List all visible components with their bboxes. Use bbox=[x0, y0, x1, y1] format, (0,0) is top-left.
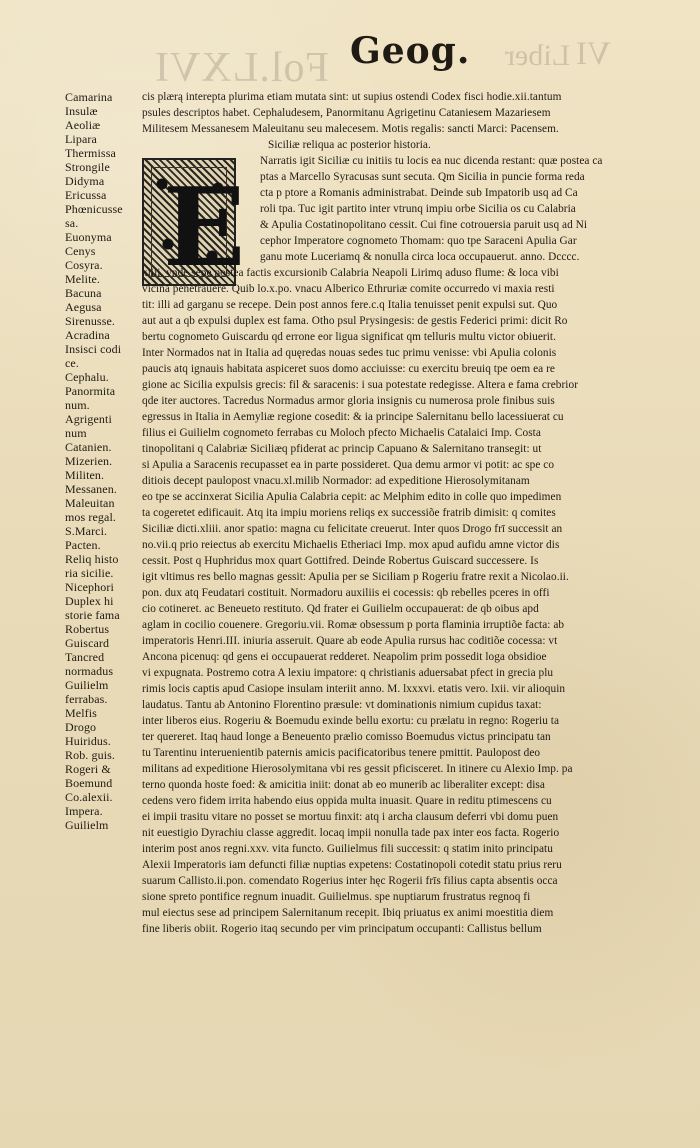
margin-note: mos regal. bbox=[65, 510, 116, 524]
text-line: ptas a Marcello Syracusas sunt secuta. Qm Sicilia in puncie forma reda bbox=[260, 171, 585, 183]
margin-note: Guilielm bbox=[65, 678, 109, 692]
text-line: cta p ptore a Romanis administrabat. Deinde sub Impatorib usq ad Ca bbox=[260, 187, 578, 199]
text-line: tinopolitani q Calabriæ Siciliæq pfiderat ac princip Capuano & Salernitano transegit: ut bbox=[142, 443, 542, 455]
text-line: militans ad expeditione Hierosolymitana vbi res gessit pficisceret. In itinere cu Alexio Imp. pa bbox=[142, 763, 573, 775]
margin-note: Strongile bbox=[65, 160, 110, 174]
margin-note: Panormita bbox=[65, 384, 116, 398]
text-line: terno quonda hoste foed: & amicitia iniit: donat ab eo munerib ac liberaliter except: disa bbox=[142, 779, 545, 791]
text-line: Siciliæ dicti.xliii. anor spatio: magna cu felicitate creuerut. Inter quos Drogo frī successit an bbox=[142, 523, 563, 535]
text-line: cephor Imperatore cognometo Thomam: quo tpe Saraceni Apulia Gar bbox=[260, 235, 577, 247]
margin-note: Pacten. bbox=[65, 538, 101, 552]
text-line: cedens vero fidem irrita habendo eius oppida multa inuasit. Quare in reditu ptimescens cu bbox=[142, 795, 552, 807]
text-line: cio cotineret. ac Beneueto restituto. Qd frater ei Guilielm occupauerat: de qb oibus apd bbox=[142, 603, 539, 615]
text-line: tit: illi ad garganu se recepe. Dein post annos fere.c.q Italia tenuisset penit expulsi sut. Quo bbox=[142, 299, 558, 311]
text-line: tu Tarentinu interuenientib paternis amicis pacificatoribus tenere pmittit. Paulopost deo bbox=[142, 747, 541, 759]
margin-note: Ericussa bbox=[65, 188, 107, 202]
margin-note: Impera. bbox=[65, 804, 103, 818]
text-line: vi expugnata. Postremo cotra A lexiu impatore: q christianis aduersabat pfect in grecia plu bbox=[142, 667, 554, 679]
text-line: paucis atq ignauis habitata aspiceret suos domo acciuisse: cu exercitu breuiq tpe oem ea re bbox=[142, 363, 555, 375]
margin-note: Huiridus. bbox=[65, 734, 111, 748]
margin-note: Cenys bbox=[65, 244, 96, 258]
margin-note: Drogo bbox=[65, 720, 97, 734]
margin-note: ria sicilie. bbox=[65, 566, 114, 580]
bleed-through-folio: Fol.LXVI bbox=[154, 45, 329, 91]
text-line: Militesem Messanesem Maleuitanu seu malecesem. Motis regalis: sancti Marci: Pacensem. bbox=[142, 123, 559, 135]
margin-note: Co.alexii. bbox=[65, 790, 113, 804]
text-line: cis plærą interepta plurima etiam mutata sint: ut supius ostendi Codex fisci hodie.xii.tantum bbox=[142, 91, 562, 103]
text-line: suarum Callisto.ii.pon. comendato Rogerius inter hęc Rogerii frīs filius capta absentis occa bbox=[142, 875, 558, 887]
text-line: cessit. Post q Huphridus mox quart Gottifred. Deinde Robertus Guiscard successere. Is bbox=[142, 555, 539, 567]
text-line: inter liberos eius. Rogeriu & Boemudu exinde bellu exortu: cu prælatu in regno: Rogeriu ta bbox=[142, 715, 560, 727]
margin-note: Aegusa bbox=[65, 300, 102, 314]
text-line: si Apulia a Saracenis recupasset ea in parte possideret. Qua demu armor vi potit: ac spe co bbox=[142, 459, 555, 471]
text-line: rimis locis captis apud Casiope insulam interiit anno. M. lxxxvi. etatis vero. lxii. vir alioquin bbox=[142, 683, 566, 695]
text-line: Narratis igit Siciliæ cu initiis tu locis ea nuc dicenda restant: quæ postea ca bbox=[260, 155, 603, 167]
text-line: ditiois decept paulopost vnacu.xl.milib Normador: ad expeditione Hierosolymitanam bbox=[142, 475, 530, 487]
text-line: ganu mote Luceriamq & nonulla circa loca occupauerut. anno. Dcccc. bbox=[260, 251, 580, 263]
text-line: ter quereret. Itaq haud longe a Beneuento prælio comisso Boemudus victus principatu tan bbox=[142, 731, 551, 743]
margin-note: Phœnicusse bbox=[65, 202, 123, 216]
text-line: eo tpe se accinxerat Sicilia Apulia Calabria cepit: ac Melphim edito in colle quo impedimen bbox=[142, 491, 562, 503]
text-line: gione ac Sicilia expulsis grecis: fil & saracenis: i sua potestate redegisse. Altera e fama crebrior bbox=[142, 379, 579, 391]
text-line: pon. dux atq Feudatari costituit. Normadoru auxiliis ei cocessis: qb rebelles pceres in offi bbox=[142, 587, 550, 599]
margin-note: Agrigenti bbox=[65, 412, 112, 426]
margin-note: Militen. bbox=[65, 468, 105, 482]
text-line: laudatus. Tantu ab Antonino Florentino præsule: vt dominationis nimium cupidus taxat: bbox=[142, 699, 542, 711]
margin-note: Robertus bbox=[65, 622, 110, 636]
text-line: ei impii trasitu vitare no posset se mortuu finxit: atq i archa clausum deferri vbi domu puen bbox=[142, 811, 559, 823]
margin-notes bbox=[65, 90, 133, 832]
text-line: aut aut a qb expulsi duplex est fama. Otho psul Prysingesis: de gestis Federici primi: dicit Ro bbox=[142, 315, 568, 327]
text-line: Ancona picenuq: qd gens ei occupauerat redderet. Neapolim prim possedit loga obsidioe bbox=[142, 651, 547, 663]
text-line: vicina penetrauere. Quib lo.x.po. vnacu Alberico Ethruriæ comite occurredo vi maxia resti bbox=[142, 283, 555, 295]
decorative-initial-letter: E bbox=[163, 165, 246, 291]
margin-note: Nicephori bbox=[65, 580, 114, 594]
margin-note: Maleuitan bbox=[65, 496, 115, 510]
margin-note: Messanen. bbox=[65, 482, 117, 496]
text-line: ta cogeretet edificauit. Atq ita impiu moriens reliqs ex successiõe fratrib dimisit: q comites bbox=[142, 507, 556, 519]
margin-note: ce. bbox=[65, 356, 79, 370]
text-line: & Apulia Costatinopolitano cessit. Cui fine cotrouersia paruit usq ad Ni bbox=[260, 219, 588, 231]
margin-note: Boemund bbox=[65, 776, 113, 790]
text-line: imperatoris Henri.III. iniuria asseruit. Quare ab eode Apulia rursus hac coditiõe cocessa: vt bbox=[142, 635, 558, 647]
text-line: roli tpa. Tuc igit partito inter vtrunq impiu orbe Sicilia os cu Calabria bbox=[260, 203, 576, 215]
section-heading: Siciliæ reliqua ac posterior historia. bbox=[268, 139, 431, 151]
margin-note: Cephalu. bbox=[65, 370, 109, 384]
margin-note: Reliq histo bbox=[65, 552, 119, 566]
text-line: bertu cognometo Guiscardu qd errone eor ligua significat qm telluris multu victor obiuerit. bbox=[142, 331, 556, 343]
margin-note: Rogeri & bbox=[65, 762, 111, 776]
margin-note: Acradina bbox=[65, 328, 110, 342]
margin-note: Lipara bbox=[65, 132, 97, 146]
margin-note: Aeoliæ bbox=[65, 118, 101, 132]
text-line: xiiii. vnde sepe postea factis excursionib Calabria Neapoli Lirimq aduso flume: & loca vibi bbox=[142, 267, 559, 279]
margin-note: num. bbox=[65, 398, 90, 412]
margin-note: Guilielm bbox=[65, 818, 109, 832]
margin-note: Euonyma bbox=[65, 230, 112, 244]
margin-note: sa. bbox=[65, 216, 79, 230]
text-line: aglam in cocilio couenere. Gregoriu.vii. Romæ obsessum p porta flaminia irruptiõe facta: ab bbox=[142, 619, 565, 631]
margin-note: Cosyra. bbox=[65, 258, 103, 272]
text-line: Inter Normados nat in Italia ad quęredas nouas sedes tuc primu venisse: vbi Apulia colonis bbox=[142, 347, 557, 359]
margin-note: Sirenusse. bbox=[65, 314, 115, 328]
margin-note: normadus bbox=[65, 664, 114, 678]
text-line: Alexii Imperatoris iam defuncti filiæ nuptias expetens: Costatinopoli cotedit statu prius reru bbox=[142, 859, 562, 871]
margin-note: Rob. guis. bbox=[65, 748, 116, 762]
text-line: no.vii.q prio reiectus ab exercitu Michaelis Etheriaci Imp. mox apud aufidu amne victor dis bbox=[142, 539, 560, 551]
margin-note: Melfis bbox=[65, 706, 97, 720]
margin-note: Didyma bbox=[65, 174, 105, 188]
text-line: egressus in Italia in Aemyliæ regione cosedit: & ia principe Salernitanu bello lacessiuerat cu bbox=[142, 411, 564, 423]
main-text-block bbox=[142, 89, 686, 935]
page-title: Geog. bbox=[350, 30, 471, 72]
text-line: interim post anos regni.xxv. vita functo. Guilielmus fili successit: q statim inito principatu bbox=[142, 843, 553, 855]
margin-note: Catanien. bbox=[65, 440, 112, 454]
margin-note: storie fama bbox=[65, 608, 120, 622]
margin-note: Camarina bbox=[65, 90, 113, 104]
margin-note: Tancred bbox=[65, 650, 105, 664]
margin-note: ferrabas. bbox=[65, 692, 108, 706]
text-line: nit euestigio Dyrachiu classe aggredit. locaq impii nonulla tade pax inter eos facta. Rogerio bbox=[142, 827, 560, 839]
margin-note: Insulæ bbox=[65, 104, 98, 118]
text-line: mul eiectus sese ad principem Salernitanum recepit. Ibiq priuatus ex animi moestitia diem bbox=[142, 907, 554, 919]
bleed-through-word: VI bbox=[576, 36, 611, 72]
margin-note: Thermissa bbox=[65, 146, 116, 160]
text-line: sione spreto pontifice regnum inuadit. Guilielmus. spe nuptiarum frustratus regnoq fi bbox=[142, 891, 531, 903]
margin-note: num bbox=[65, 426, 87, 440]
bleed-through-word: Liber bbox=[505, 39, 570, 72]
text-line: qde iter auctores. Tacredus Normadus armor gloria insignis cu numerosa prole finibus suis bbox=[142, 395, 555, 407]
margin-note: S.Marci. bbox=[65, 524, 108, 538]
margin-note: Mizerien. bbox=[65, 454, 113, 468]
margin-note: Bacuna bbox=[65, 286, 102, 300]
margin-note: Duplex hi bbox=[65, 594, 114, 608]
margin-note: Melite. bbox=[65, 272, 101, 286]
margin-note: Guiscard bbox=[65, 636, 110, 650]
text-line: fine liberis obiit. Rogerio itaq secundo per vim principatum occupanti: Callistus bellum bbox=[142, 923, 542, 935]
margin-note: Insisci codi bbox=[65, 342, 122, 356]
text-line: psules descriptos habet. Cephaludesem, Panormitanu Agrigetinu Cataniesem Mazariesem bbox=[142, 107, 551, 119]
text-line: igit vltimus res bello magnas gessit: Apulia per se Siciliam p Rogeriu fratre rexit a Nicolao.ii. bbox=[142, 571, 569, 583]
text-line: filius ei Guilielm cognometo ferrabas cu Moloch pfecto Michaelis Catalaici Imp. Costa bbox=[142, 427, 541, 439]
